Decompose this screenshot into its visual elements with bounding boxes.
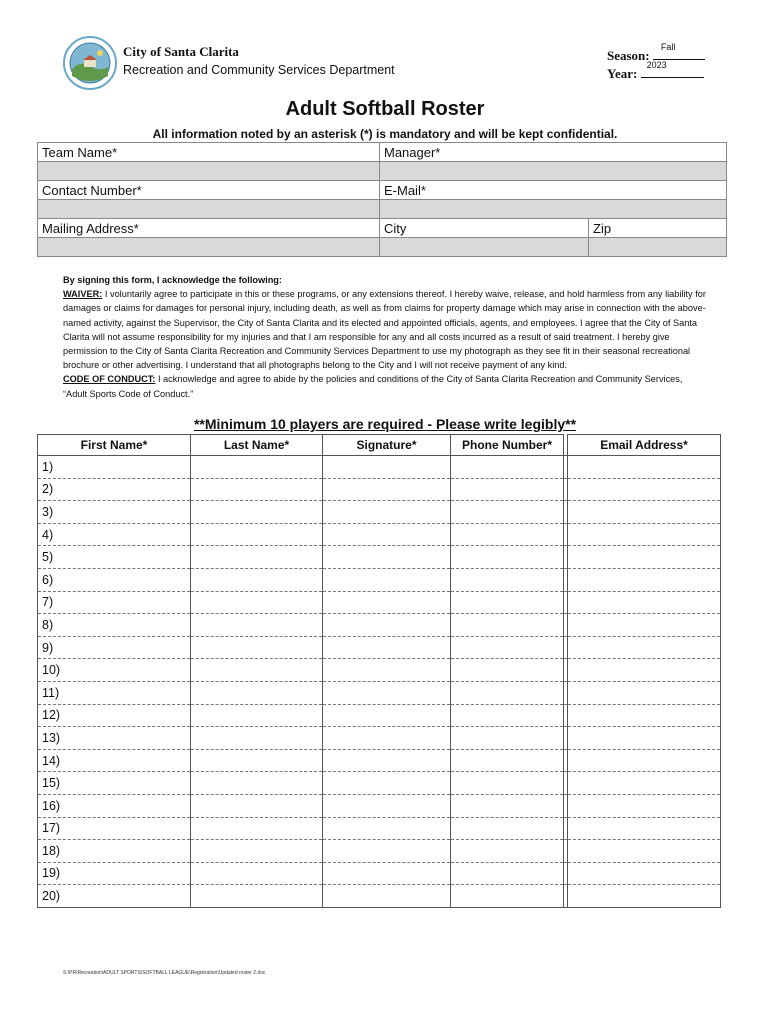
city-input[interactable] — [380, 238, 589, 257]
last-name-cell[interactable] — [191, 862, 323, 885]
col-first-name: First Name* — [38, 435, 191, 456]
roster-body — [38, 456, 721, 908]
first-name-cell[interactable] — [38, 681, 191, 704]
signature-cell[interactable] — [323, 614, 451, 637]
roster-header-row — [38, 435, 721, 456]
last-name-cell[interactable] — [191, 817, 323, 840]
roster-row — [38, 727, 721, 750]
roster-row — [38, 546, 721, 569]
season-input[interactable] — [653, 42, 705, 60]
last-name-cell[interactable] — [191, 885, 323, 908]
row-number: 14) — [42, 753, 61, 768]
season-value: Fall — [660, 42, 676, 52]
first-name-cell[interactable] — [38, 704, 191, 727]
signature-cell[interactable] — [323, 478, 451, 501]
phone-number-cell[interactable] — [451, 501, 564, 524]
col-last-name: Last Name* — [191, 435, 323, 456]
email-address-cell[interactable] — [568, 704, 721, 727]
roster-row — [38, 817, 721, 840]
first-name-cell[interactable] — [38, 501, 191, 524]
roster-row — [38, 591, 721, 614]
first-name-cell[interactable] — [38, 568, 191, 591]
first-name-cell[interactable] — [38, 749, 191, 772]
col-phone-number: Phone Number* — [451, 435, 564, 456]
waiver-section — [63, 273, 708, 401]
phone-number-cell[interactable] — [451, 568, 564, 591]
signature-cell[interactable] — [323, 659, 451, 682]
email-address-cell[interactable] — [568, 749, 721, 772]
first-name-cell[interactable] — [38, 591, 191, 614]
first-name-cell[interactable] — [38, 546, 191, 569]
phone-number-cell[interactable] — [451, 794, 564, 817]
phone-number-cell[interactable] — [451, 681, 564, 704]
roster-row — [38, 704, 721, 727]
last-name-cell[interactable] — [191, 840, 323, 863]
last-name-cell[interactable] — [191, 681, 323, 704]
last-name-cell[interactable] — [191, 478, 323, 501]
roster-row — [38, 885, 721, 908]
email-address-cell[interactable] — [568, 727, 721, 750]
col-signature: Signature* — [323, 435, 451, 456]
email-address-cell[interactable] — [568, 523, 721, 546]
last-name-cell[interactable] — [191, 772, 323, 795]
page-title: Adult Softball Roster — [285, 98, 485, 120]
signature-cell[interactable] — [323, 681, 451, 704]
roster-row — [38, 840, 721, 863]
row-number: 3) — [42, 504, 54, 519]
minimum-players-notice — [0, 416, 770, 432]
zip-input[interactable] — [589, 238, 727, 257]
roster-row — [38, 862, 721, 885]
last-name-cell[interactable] — [191, 704, 323, 727]
signature-cell[interactable] — [323, 501, 451, 524]
row-number: 17) — [42, 821, 61, 836]
last-name-cell[interactable] — [191, 591, 323, 614]
last-name-cell[interactable] — [191, 456, 323, 479]
contact-number-input[interactable] — [38, 200, 380, 219]
last-name-cell[interactable] — [191, 727, 323, 750]
signature-cell[interactable] — [323, 772, 451, 795]
email-address-cell[interactable] — [568, 501, 721, 524]
roster-row — [38, 636, 721, 659]
signature-cell[interactable] — [323, 591, 451, 614]
email-address-cell[interactable] — [568, 636, 721, 659]
last-name-cell[interactable] — [191, 523, 323, 546]
signature-cell[interactable] — [323, 817, 451, 840]
team-info-table — [37, 142, 727, 257]
roster-row — [38, 614, 721, 637]
signature-cell[interactable] — [323, 456, 451, 479]
manager-label: Manager* — [380, 143, 727, 162]
team-name-input[interactable] — [38, 162, 380, 181]
year-label: Year: — [607, 66, 638, 81]
waiver-intro: By signing this form, I acknowledge the following: — [63, 275, 282, 285]
phone-number-cell[interactable] — [451, 523, 564, 546]
first-name-cell[interactable] — [38, 727, 191, 750]
phone-number-cell[interactable] — [451, 840, 564, 863]
first-name-cell[interactable] — [38, 636, 191, 659]
file-path-footer: S:\PR\Recreation\ADULT SPORTS\SOFTBALL LEAGUE\Registration\Updated roster 2.doc — [63, 970, 266, 976]
email-address-cell[interactable] — [568, 862, 721, 885]
row-number: 12) — [42, 708, 61, 723]
manager-input[interactable] — [380, 162, 727, 181]
waiver-text: I voluntarily agree to participate in this or these programs, or any extensions thereof. I hereby waive, release, and hold harmless from any liability for damages or claims for damages for personal injury, including death, as well as from claims for property damage which may arise in connection with the above-named activity, against the Supervisor, the City of Santa Clarita and its elected and appointed officials, agents, and employees. I agree that the City of Santa Clarita will not assume responsibility for my injuries and that I am responsible for any and all costs incurred as a result of said treatment. I hereby give permission to the City of Santa Clarita Recreation and Community Services Department to use my photograph as they see fit in their seasonal recreational brochure or other advertising. I understand that all photographs belong to the City and I will not receive payment of any kind. — [63, 289, 706, 371]
year-field — [607, 60, 704, 82]
first-name-cell[interactable] — [38, 862, 191, 885]
phone-number-cell[interactable] — [451, 817, 564, 840]
roster-row — [38, 478, 721, 501]
roster-row — [38, 749, 721, 772]
email-address-cell[interactable] — [568, 681, 721, 704]
phone-number-cell[interactable] — [451, 614, 564, 637]
first-name-cell[interactable] — [38, 456, 191, 479]
row-number: 15) — [42, 776, 61, 791]
phone-number-cell[interactable] — [451, 478, 564, 501]
signature-cell[interactable] — [323, 885, 451, 908]
conduct-text: I acknowledge and agree to abide by the policies and conditions of the City of Santa Clarita Recreation and Community Services, “Adult Sports Code of Conduct.” — [63, 374, 683, 399]
phone-number-cell[interactable] — [451, 591, 564, 614]
signature-cell[interactable] — [323, 636, 451, 659]
first-name-cell[interactable] — [38, 885, 191, 908]
phone-number-cell[interactable] — [451, 704, 564, 727]
phone-number-cell[interactable] — [451, 772, 564, 795]
zip-label: Zip — [589, 219, 727, 238]
signature-cell[interactable] — [323, 862, 451, 885]
conduct-label: CODE OF CONDUCT: — [63, 374, 156, 385]
first-name-cell[interactable] — [38, 478, 191, 501]
phone-number-cell[interactable] — [451, 727, 564, 750]
row-number: 13) — [42, 730, 61, 745]
email-address-cell[interactable] — [568, 659, 721, 682]
last-name-cell[interactable] — [191, 636, 323, 659]
phone-number-cell[interactable] — [451, 749, 564, 772]
mailing-address-label: Mailing Address* — [38, 219, 380, 238]
email-address-cell[interactable] — [568, 456, 721, 479]
waiver-label: WAIVER: — [63, 289, 103, 300]
email-address-cell[interactable] — [568, 591, 721, 614]
phone-number-cell[interactable] — [451, 862, 564, 885]
roster-row — [38, 456, 721, 479]
contact-number-label: Contact Number* — [38, 181, 380, 200]
last-name-cell[interactable] — [191, 749, 323, 772]
email-address-cell[interactable] — [568, 568, 721, 591]
row-number: 2) — [42, 482, 54, 497]
phone-number-cell[interactable] — [451, 636, 564, 659]
signature-cell[interactable] — [323, 568, 451, 591]
signature-cell[interactable] — [323, 727, 451, 750]
phone-number-cell[interactable] — [451, 456, 564, 479]
first-name-cell[interactable] — [38, 523, 191, 546]
roster-row — [38, 659, 721, 682]
email-address-cell[interactable] — [568, 614, 721, 637]
season-label: Season: — [607, 48, 650, 63]
row-number: 16) — [42, 798, 61, 813]
department-name: Recreation and Community Services Department — [123, 63, 395, 77]
phone-number-cell[interactable] — [451, 885, 564, 908]
first-name-cell[interactable] — [38, 840, 191, 863]
last-name-cell[interactable] — [191, 614, 323, 637]
roster-table — [37, 434, 721, 908]
signature-cell[interactable] — [323, 546, 451, 569]
minimum-players-text: **Minimum 10 players are required - Please write legibly** — [193, 416, 577, 432]
roster-row — [38, 523, 721, 546]
last-name-cell[interactable] — [191, 546, 323, 569]
email-address-cell[interactable] — [568, 772, 721, 795]
row-number: 8) — [42, 617, 54, 632]
email-address-cell[interactable] — [568, 546, 721, 569]
row-number: 11) — [42, 685, 60, 700]
signature-cell[interactable] — [323, 794, 451, 817]
email-address-cell[interactable] — [568, 794, 721, 817]
city-seal-logo — [63, 36, 117, 90]
mandatory-notice: All information noted by an asterisk (*) is mandatory and will be kept confidential. — [152, 127, 618, 141]
row-number: 18) — [42, 843, 61, 858]
city-label: City — [380, 219, 589, 238]
row-number: 10) — [42, 663, 61, 678]
first-name-cell[interactable] — [38, 817, 191, 840]
year-input[interactable] — [641, 60, 704, 78]
row-number: 9) — [42, 640, 54, 655]
roster-row — [38, 501, 721, 524]
email-address-cell[interactable] — [568, 817, 721, 840]
team-name-label: Team Name* — [38, 143, 380, 162]
roster-row — [38, 568, 721, 591]
year-value: 2023 — [646, 60, 667, 70]
row-number: 20) — [42, 889, 61, 904]
last-name-cell[interactable] — [191, 568, 323, 591]
org-name: City of Santa Clarita — [123, 44, 239, 59]
email-address-cell[interactable] — [568, 478, 721, 501]
first-name-cell[interactable] — [38, 614, 191, 637]
phone-number-cell[interactable] — [451, 659, 564, 682]
row-number: 1) — [42, 459, 54, 474]
row-number: 7) — [42, 595, 54, 610]
roster-row — [38, 794, 721, 817]
signature-cell[interactable] — [323, 523, 451, 546]
roster-row — [38, 681, 721, 704]
last-name-cell[interactable] — [191, 501, 323, 524]
col-email-address: Email Address* — [568, 435, 721, 456]
email-label: E-Mail* — [380, 181, 727, 200]
row-number: 6) — [42, 572, 54, 587]
first-name-cell[interactable] — [38, 772, 191, 795]
roster-row — [38, 772, 721, 795]
last-name-cell[interactable] — [191, 659, 323, 682]
row-number: 19) — [42, 866, 61, 881]
email-address-cell[interactable] — [568, 885, 721, 908]
row-number: 5) — [42, 550, 54, 565]
signature-cell[interactable] — [323, 840, 451, 863]
row-number: 4) — [42, 527, 54, 542]
signature-cell[interactable] — [323, 749, 451, 772]
email-input[interactable] — [380, 200, 727, 219]
phone-number-cell[interactable] — [451, 546, 564, 569]
first-name-cell[interactable] — [38, 659, 191, 682]
first-name-cell[interactable] — [38, 794, 191, 817]
last-name-cell[interactable] — [191, 794, 323, 817]
email-address-cell[interactable] — [568, 840, 721, 863]
mailing-address-input[interactable] — [38, 238, 380, 257]
signature-cell[interactable] — [323, 704, 451, 727]
